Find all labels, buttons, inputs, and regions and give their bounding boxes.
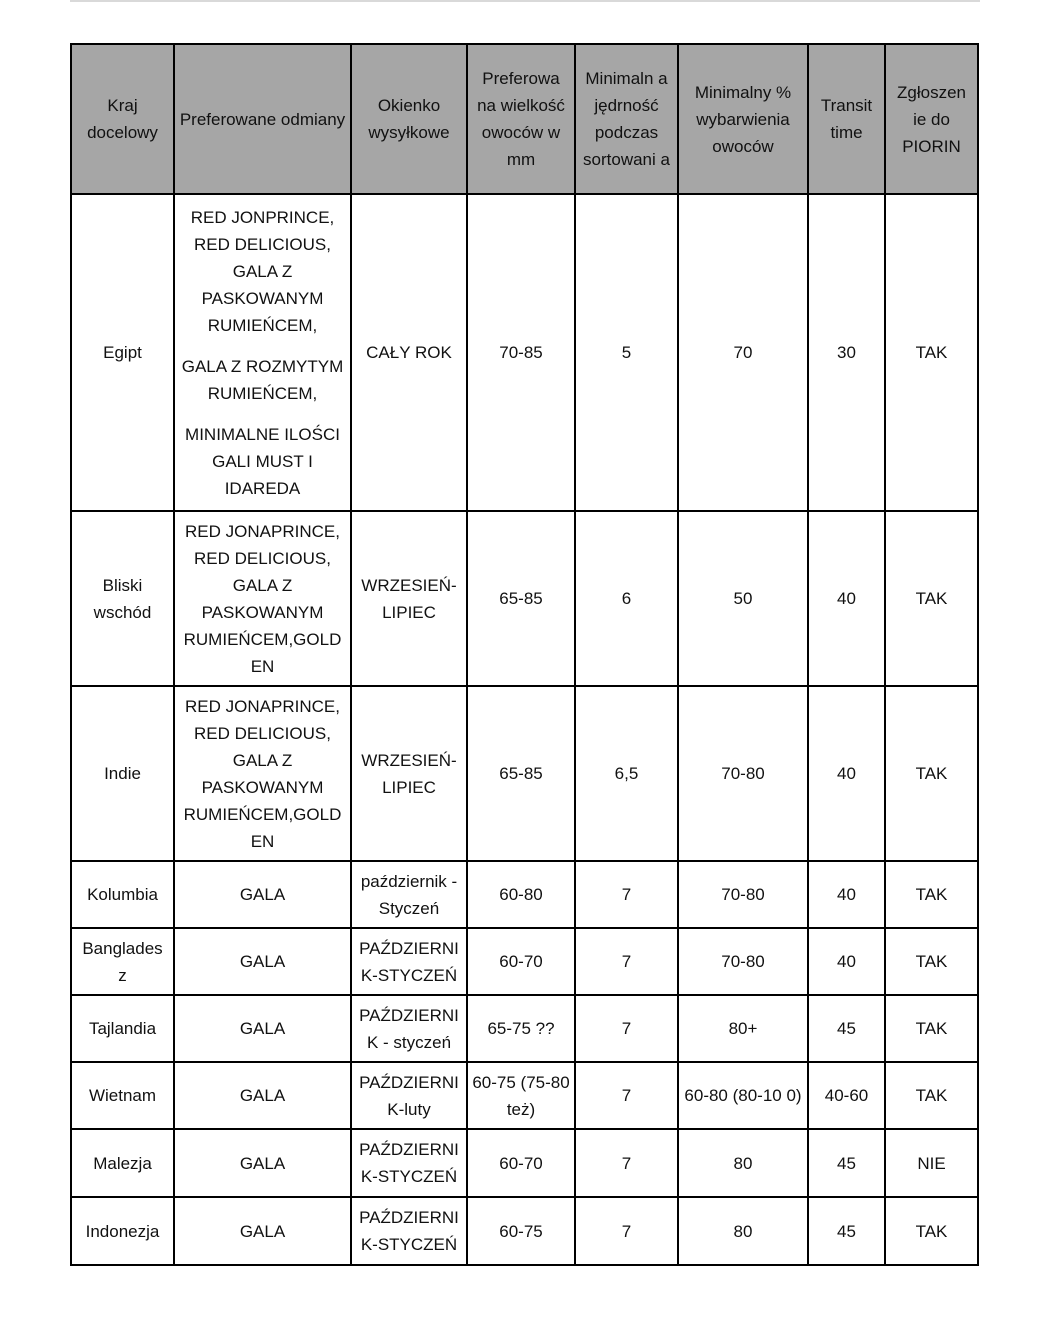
cell-country: Wietnam xyxy=(71,1062,174,1129)
variety-line: GALA xyxy=(239,1019,286,1038)
variety-line: GALA xyxy=(239,1153,286,1173)
table-row xyxy=(71,928,978,995)
cell-country: Bliski wschód xyxy=(71,511,174,686)
variety-line: GALA xyxy=(239,952,286,971)
header-transit-time: Transit time xyxy=(808,44,885,194)
cell-firmness: 5 xyxy=(575,194,678,511)
table-row xyxy=(71,861,978,928)
cell-size: 65-75 ?? xyxy=(467,995,575,1062)
cell-shipping-window: PAŹDZIERNI K-STYCZEŃ xyxy=(351,1129,467,1197)
cell-coloring: 70-80 xyxy=(678,861,808,928)
cell-piorin: TAK xyxy=(885,194,978,511)
cell-shipping-window: WRZESIEŃ-LIPIEC xyxy=(351,686,467,861)
cell-shipping-window: PAŹDZIERNI K-STYCZEŃ xyxy=(351,928,467,995)
cell-country: Banglades z xyxy=(71,928,174,995)
cell-size: 65-85 xyxy=(467,511,575,686)
header-preferred-varieties: Preferowane odmiany xyxy=(174,44,351,194)
table-row xyxy=(71,995,978,1062)
variety-line: RED JONPRINCE, RED DELICIOUS, GALA Z PASKOWANYM RUMIEŃCEM, xyxy=(190,207,335,335)
line-gap xyxy=(179,339,346,353)
cell-country: Indonezja xyxy=(71,1197,174,1265)
cell-varieties xyxy=(174,1062,351,1129)
cell-firmness: 7 xyxy=(575,928,678,995)
cell-varieties xyxy=(174,1129,351,1197)
variety-line: GALA xyxy=(239,1221,286,1241)
cell-country: Malezja xyxy=(71,1129,174,1197)
cell-size: 60-80 xyxy=(467,861,575,928)
cell-coloring: 70-80 xyxy=(678,686,808,861)
cell-firmness: 7 xyxy=(575,1197,678,1265)
cell-varieties xyxy=(174,861,351,928)
cell-coloring: 80+ xyxy=(678,995,808,1062)
variety-line: RED JONAPRINCE, RED DELICIOUS, GALA Z PASKOWANYM RUMIEŃCEM,GOLD EN xyxy=(183,521,342,676)
cell-piorin: TAK xyxy=(885,861,978,928)
variety-line: GALA Z ROZMYTYM RUMIEŃCEM, xyxy=(181,356,344,403)
cell-piorin: TAK xyxy=(885,995,978,1062)
cell-piorin: NIE xyxy=(885,1129,978,1197)
cell-size: 70-85 xyxy=(467,194,575,511)
cell-varieties xyxy=(174,1197,351,1265)
cell-piorin: TAK xyxy=(885,511,978,686)
table-row xyxy=(71,1197,978,1265)
cell-transit-time: 40-60 xyxy=(808,1062,885,1129)
table-row xyxy=(71,194,978,511)
cell-size: 60-75 xyxy=(467,1197,575,1265)
cell-firmness: 6,5 xyxy=(575,686,678,861)
top-divider xyxy=(70,0,980,2)
header-row xyxy=(71,44,978,194)
cell-country: Tajlandia xyxy=(71,995,174,1062)
cell-coloring: 60-80 (80-10 0) xyxy=(678,1062,808,1129)
cell-varieties xyxy=(174,511,351,686)
variety-line: RED JONAPRINCE, RED DELICIOUS, GALA Z PASKOWANYM RUMIEŃCEM,GOLD EN xyxy=(183,696,342,851)
cell-country: Indie xyxy=(71,686,174,861)
cell-transit-time: 45 xyxy=(808,995,885,1062)
cell-varieties xyxy=(174,194,351,511)
header-min-firmness: Minimaln a jędrność podczas sortowani a xyxy=(575,44,678,194)
variety-line: GALA xyxy=(239,1086,286,1105)
header-min-coloring: Minimalny % wybarwienia owoców xyxy=(678,44,808,194)
cell-shipping-window: PAŹDZIERNI K-STYCZEŃ xyxy=(351,1197,467,1265)
cell-firmness: 7 xyxy=(575,1129,678,1197)
cell-varieties xyxy=(174,995,351,1062)
cell-transit-time: 45 xyxy=(808,1129,885,1197)
cell-firmness: 6 xyxy=(575,511,678,686)
variety-line: GALA xyxy=(239,885,286,904)
variety-line: MINIMALNE ILOŚCI GALI MUST I IDAREDA xyxy=(185,424,340,498)
cell-coloring: 80 xyxy=(678,1129,808,1197)
cell-country: Egipt xyxy=(71,194,174,511)
header-destination-country: Kraj docelowy xyxy=(71,44,174,194)
header-piorin-notification: Zgłoszen ie do PIORIN xyxy=(885,44,978,194)
cell-shipping-window: CAŁY ROK xyxy=(351,194,467,511)
cell-shipping-window: październik - Styczeń xyxy=(351,861,467,928)
cell-piorin: TAK xyxy=(885,1197,978,1265)
cell-coloring: 70-80 xyxy=(678,928,808,995)
header-shipping-window: Okienko wysyłkowe xyxy=(351,44,467,194)
cell-firmness: 7 xyxy=(575,995,678,1062)
cell-transit-time: 40 xyxy=(808,686,885,861)
cell-country: Kolumbia xyxy=(71,861,174,928)
table-row xyxy=(71,511,978,686)
cell-transit-time: 30 xyxy=(808,194,885,511)
cell-size: 65-85 xyxy=(467,686,575,861)
table-body xyxy=(71,194,978,1265)
cell-firmness: 7 xyxy=(575,1062,678,1129)
header-preferred-size: Preferowa na wielkość owoców w mm xyxy=(467,44,575,194)
cell-transit-time: 45 xyxy=(808,1197,885,1265)
cell-transit-time: 40 xyxy=(808,861,885,928)
table-row xyxy=(71,1062,978,1129)
cell-coloring: 50 xyxy=(678,511,808,686)
cell-shipping-window: PAŹDZIERNI K - styczeń xyxy=(351,995,467,1062)
cell-piorin: TAK xyxy=(885,928,978,995)
cell-firmness: 7 xyxy=(575,861,678,928)
cell-size: 60-75 (75-80 też) xyxy=(467,1062,575,1129)
cell-size: 60-70 xyxy=(467,928,575,995)
cell-coloring: 70 xyxy=(678,194,808,511)
cell-transit-time: 40 xyxy=(808,511,885,686)
cell-shipping-window: PAŹDZIERNI K-luty xyxy=(351,1062,467,1129)
cell-shipping-window: WRZESIEŃ-LIPIEC xyxy=(351,511,467,686)
export-requirements-table xyxy=(70,43,979,1266)
cell-piorin: TAK xyxy=(885,686,978,861)
cell-varieties xyxy=(174,686,351,861)
cell-coloring: 80 xyxy=(678,1197,808,1265)
table-row xyxy=(71,1129,978,1197)
cell-piorin: TAK xyxy=(885,1062,978,1129)
cell-varieties xyxy=(174,928,351,995)
table-row xyxy=(71,686,978,861)
cell-size: 60-70 xyxy=(467,1129,575,1197)
cell-transit-time: 40 xyxy=(808,928,885,995)
line-gap xyxy=(179,407,346,421)
